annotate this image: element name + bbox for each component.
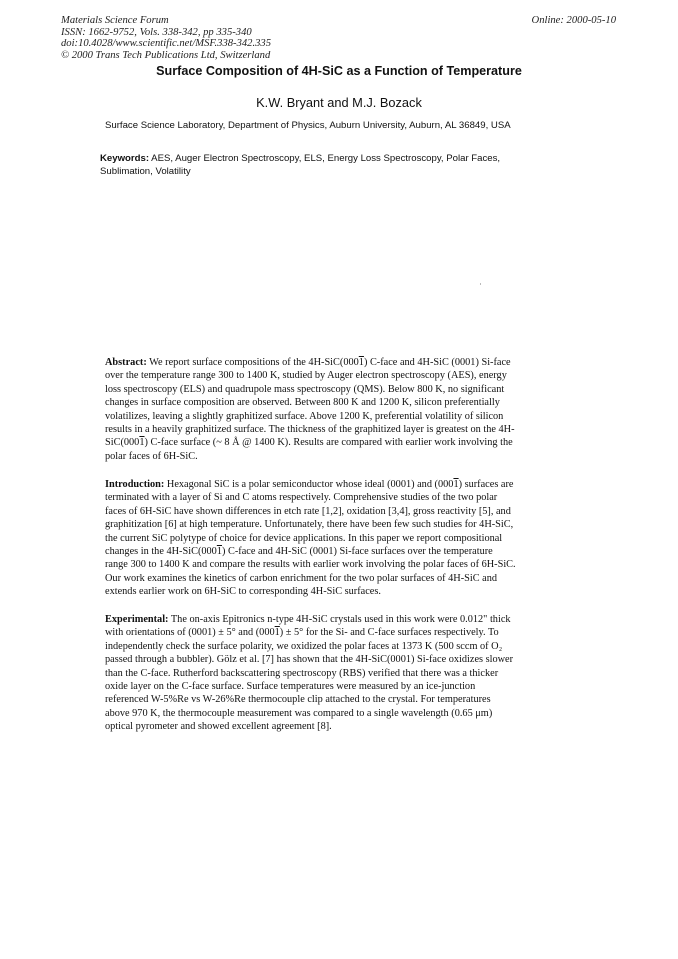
abstract-line: over the temperature range 300 to 1400 K, studied by Auger electron spectroscopy (AES), energy (105, 370, 507, 382)
experimental-line: referenced W-5%Re vs W-26%Re thermocouple clip attached to the crystal. For temperatures (105, 694, 491, 706)
keywords-text: AES, Auger Electron Spectroscopy, ELS, Energy Loss Spectroscopy, Polar Faces, Sublimation, Volatility (100, 153, 501, 177)
abstract-line: Abstract: We report surface compositions of the 4H-SiC(0001) C-face and 4H-SiC (0001) Si-face (105, 357, 511, 368)
abstract-label: Abstract: (105, 357, 147, 368)
introduction-line: Our work examines the kinetics of carbon enrichment for the two polar surfaces of 4H-SiC and (105, 572, 498, 584)
introduction-line: faces of 6H-SiC have shown differences in etch rate [1,2], oxidation [3,4], gross reactivity [5], and (105, 505, 511, 517)
introduction-section (105, 478, 553, 599)
experimental-section (105, 613, 553, 734)
experimental-line: Experimental: The on-axis Epitronics n-type 4H-SiC crystals used in this work were 0.012" thick (105, 614, 511, 625)
online-date: Online: 2000-05-10 (531, 15, 616, 26)
introduction-label: Introduction: (105, 479, 165, 490)
introduction-line: extends earlier work on 6H-SiC to corresponding 4H-SiC surfaces. (105, 586, 381, 598)
introduction-line: Introduction: Hexagonal SiC is a polar semiconductor whose ideal (0001) and (0001) surfaces are (105, 479, 514, 490)
introduction-line: changes in the 4H-SiC(0001) C-face and 4H-SiC (0001) Si-face surfaces over the temperature (105, 546, 493, 558)
abstract-line: results in a heavily graphitized surface. The thickness of the graphitized layer is greatest on the 4H- (105, 424, 515, 436)
keywords-block (100, 152, 540, 178)
issn-line: ISSN: 1662-9752, Vols. 338-342, pp 335-340 (61, 26, 252, 38)
paper-title: Surface Composition of 4H-SiC as a Function of Temperature (156, 64, 522, 78)
introduction-line: range 300 to 1400 K and compare the results with earlier work involving the polar faces of 6H-SiC. (105, 559, 516, 571)
experimental-line: passed through a bubbler). Gölz et al. [7] has shown that the 4H-SiC(0001) Si-face oxidizes slower (105, 654, 514, 666)
experimental-line: above 970 K, the thermocouple measurement was compared to a single wavelength (0.65 μm) (105, 707, 493, 719)
experimental-label: Experimental: (105, 614, 169, 625)
introduction-line: terminated with a layer of Si and C atoms respectively. Comprehensive studies of the two polar (105, 492, 498, 504)
paper-authors: K.W. Bryant and M.J. Bozack (256, 95, 422, 110)
scan-artifact (480, 283, 481, 285)
publication-metadata (61, 15, 271, 61)
copyright-line: © 2000 Trans Tech Publications Ltd, Switzerland (61, 49, 271, 61)
abstract-line: loss spectroscopy (ELS) and quadrupole mass spectroscopy (QMS). Below 800 K, no significant (105, 383, 505, 395)
experimental-line: than the C-face. Rutherford backscattering spectroscopy (RBS) verified that there was a thicker (105, 667, 499, 679)
experimental-line: optical pyrometer and showed excellent agreement [8]. (105, 721, 332, 733)
doi-line: doi:10.4028/www.scientific.net/MSF.338-342.335 (61, 38, 271, 50)
abstract-line: SiC(0001) C-face surface (~ 8 Å @ 1400 K). Results are compared with earlier work involving the (105, 437, 513, 449)
abstract-line: polar faces of 6H-SiC. (105, 450, 198, 462)
abstract-section (105, 356, 553, 463)
author-affiliation: Surface Science Laboratory, Department of Physics, Auburn University, Auburn, AL 36849, USA (105, 120, 511, 131)
experimental-line: oxide layer on the C-face surface. Surface temperatures were measured by an ice-junction (105, 681, 476, 693)
abstract-line: changes in surface composition are observed. Between 800 K and 1200 K, silicon preferentially (105, 397, 500, 409)
abstract-line: volatilizes, leaving a slightly graphitized surface. Above 1200 K, preferential volatility of silicon (105, 410, 504, 422)
experimental-line: with orientations of (0001) ± 5° and (0001) ± 5° for the Si- and C-face surfaces respectively. To (105, 627, 499, 639)
introduction-line: graphitization [6] at high temperature. Unfortunately, there have been few such studies for 4H-SiC, (105, 519, 514, 531)
experimental-line: independently check the surface polarity, we oxidized the polar faces at 1373 K (500 sccm of O₂ (105, 640, 503, 652)
introduction-line: the current SiC polytype of choice for device applications. In this paper we report compositional (105, 532, 503, 544)
journal-name: Materials Science Forum (61, 15, 169, 26)
keywords-label: Keywords: (100, 153, 150, 164)
